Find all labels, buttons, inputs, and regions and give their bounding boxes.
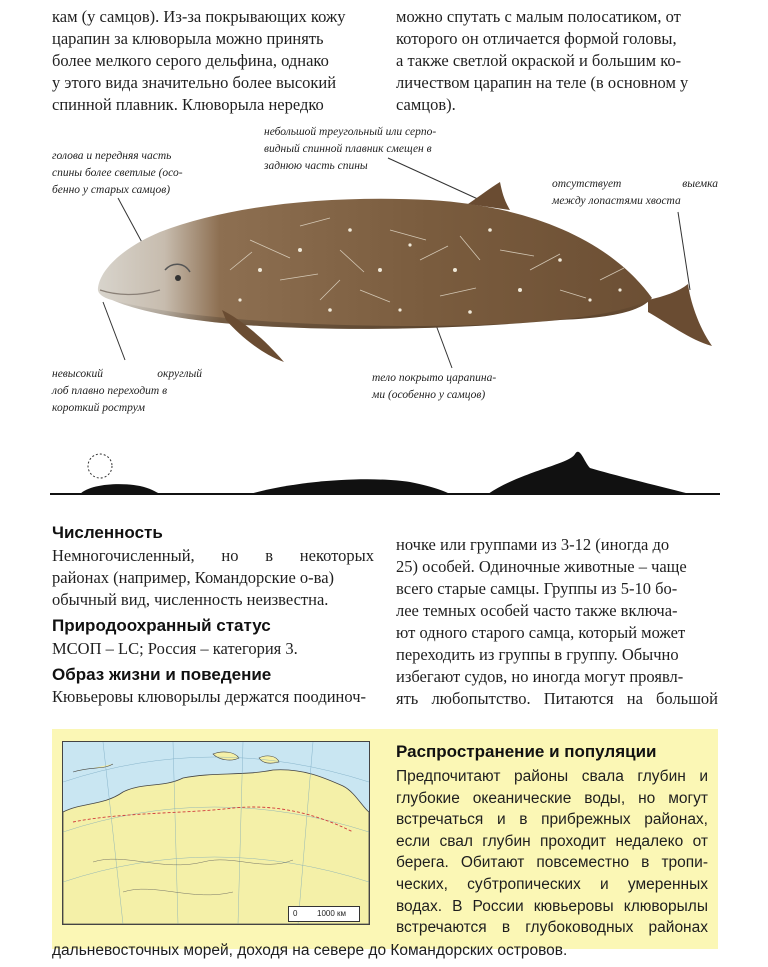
annotation-dorsal-fin: небольшой треугольный или серпо- видный спинной плавник смещен в заднюю часть спины [264, 126, 437, 172]
text-line: личеством царапин на теле (в основном у [396, 73, 689, 92]
distribution-text: Предпочитают районы свала глубин и глубокие океанические воды, но могут встречаться и в прибрежных районах, если свал глубин проходит недалеко от берега. Обитают повсеместно в тропи- ческих, субтропических и умеренных водах. В России кювьеровы клюворылы встречаются в глубоководных районах [396, 768, 708, 937]
silhouette-head [80, 484, 160, 494]
blow-spray [88, 454, 112, 478]
annotation-forehead: невысокий округлый лоб плавно переходит в короткий рострум [52, 368, 202, 414]
behavior-text: Кювьеровы клюворылы держатся поодиноч- [52, 687, 366, 706]
silhouette-back [250, 479, 450, 494]
text-line: царапин за клюворыла можно принять [52, 29, 324, 48]
abundance-heading: Численность [52, 523, 163, 542]
text-line: которого он отличается формой головы, [396, 29, 677, 48]
text-line: спинной плавник. Клюворыла нередко [52, 95, 324, 114]
behavior-heading: Образ жизни и поведение [52, 665, 272, 684]
range-map [62, 741, 370, 925]
scale-label: 1000 км [317, 909, 347, 918]
scale-zero: 0 [293, 909, 298, 918]
conservation-status-text: МСОП – LC; Россия – категория 3. [52, 639, 298, 658]
map-graphic [63, 742, 369, 924]
text-line: у этого вида значительно более высокий [52, 73, 337, 92]
text-line: более мелкого серого дельфина, однако [52, 51, 329, 70]
text-line: самцов). [396, 95, 456, 114]
surfacing-silhouettes [50, 444, 720, 500]
annotation-tail: отсутствует выемка между лопастями хвоста [552, 178, 718, 207]
map-land [63, 770, 369, 924]
abundance-text: Немногочисленный, но в некоторых районах (например, Командорские о-ва) обычный вид, численность неизвестна. [52, 546, 374, 609]
conservation-status-heading: Природоохранный статус [52, 616, 271, 635]
text-line: кам (у самцов). Из-за покрывающих кожу [52, 7, 346, 26]
distribution-heading: Распространение и популяции [396, 742, 657, 761]
text-line: а также светлой окраской и большим ко- [396, 51, 682, 70]
behavior-right-column: ночке или группами из 3-12 (иногда до 25) особей. Одиночные животные – чаще всего старые самцы. Группы из 5-10 бо- лее темных особей часто также включа- ют одного старого самца, который может переходить из группы в группу. Обычно избегают судов, но иногда могут проявл- ять любопытство. Питаются на большой [396, 535, 718, 708]
whale-body [98, 199, 652, 329]
text-line: можно спутать с малым полосатиком, от [396, 7, 681, 26]
map-scale [288, 906, 360, 922]
annotation-head: голова и передняя часть спины более светлые (осо- бенно у старых самцов) [52, 150, 183, 196]
whale-tail [648, 284, 712, 346]
distribution-text-tail: дальневосточных морей, доходя на севере до Командорских островов. [52, 942, 568, 959]
annotation-body: тело покрыто царапина- ми (особенно у самцов) [372, 372, 497, 401]
silhouette-fin [488, 452, 690, 494]
